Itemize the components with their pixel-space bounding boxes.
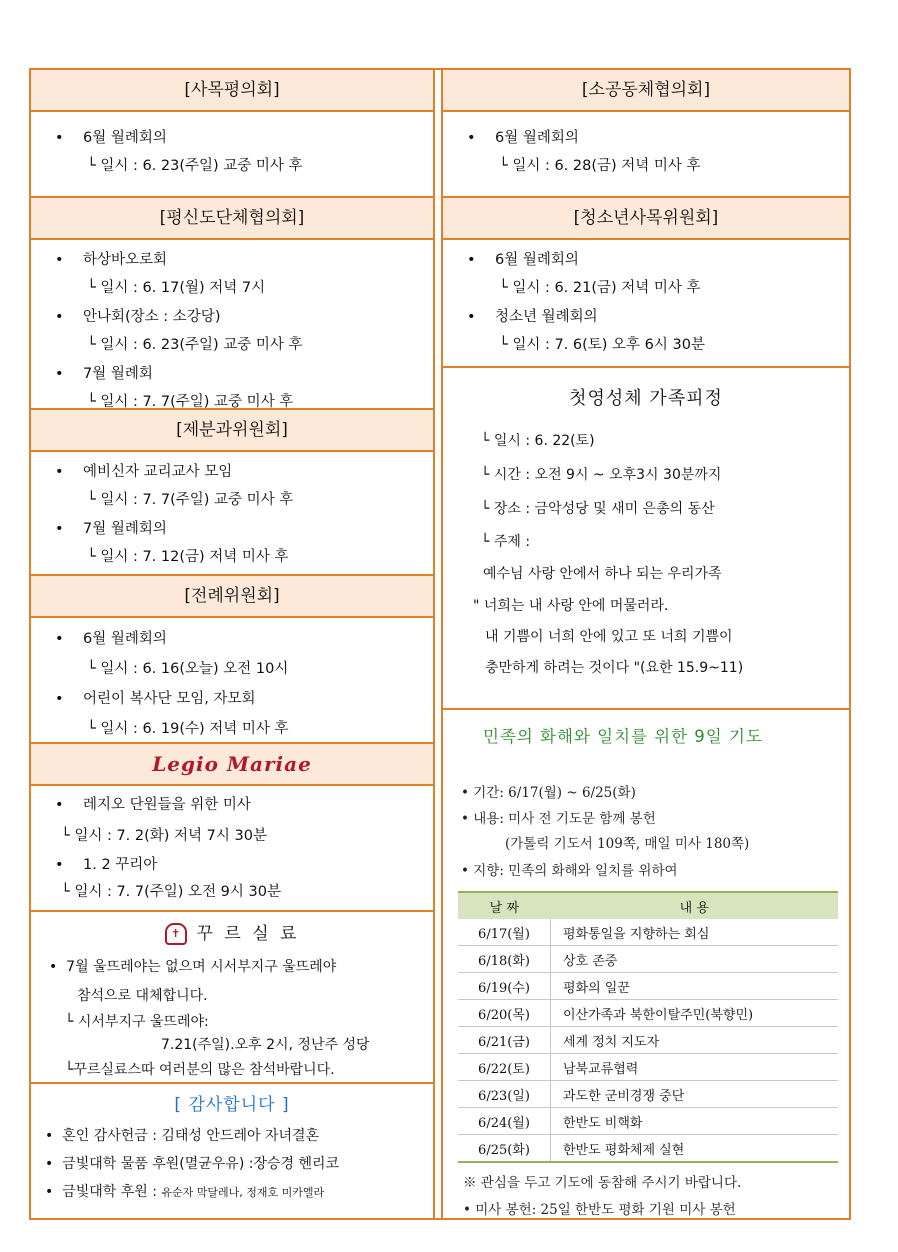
list-subitem: └ 일시 : 6. 23(주일) 교중 미사 후	[87, 337, 303, 353]
table-row: 6/20(목) 이산가족과 북한이탈주민(북향민)	[458, 1000, 838, 1027]
list-subitem: └ 일시 : 6. 23(주일) 교중 미사 후	[87, 158, 303, 174]
list-subitem: └ 일시 : 7. 12(금) 저녁 미사 후	[87, 549, 289, 565]
text-line: • 금빛대학 물품 후원(멸균우유) :장승경 헨리코	[45, 1156, 340, 1172]
table-row: 6/21(금) 세계 정치 지도자	[458, 1027, 838, 1054]
table-row: 6/23(일) 과도한 군비경쟁 중단	[458, 1081, 838, 1108]
section-legio-mariae	[31, 744, 433, 912]
section-nine-day-prayer	[443, 710, 849, 1218]
list-item: • 1. 2 꾸리아	[55, 857, 158, 873]
column-header-content: 내 용	[551, 892, 839, 919]
section-title: [ 감사합니다 ]	[174, 1095, 290, 1115]
list-subitem: └ 일시 : 7. 7(주일) 교중 미사 후	[87, 394, 294, 410]
text-line: └ 시간 : 오전 9시 ~ 오후3시 30분까지	[481, 467, 722, 483]
legio-mariae-logo: Legio Mariae	[31, 744, 433, 786]
list-subitem: └ 일시 : 6. 28(금) 저녁 미사 후	[499, 158, 701, 174]
text-line: • 금빛대학 후원 : 유순자 막달레나, 정재호 미카엘라	[45, 1184, 325, 1200]
text-line: └ 장소 : 금악성당 및 새미 은총의 동산	[481, 501, 715, 517]
list-item: • 어린이 복사단 모임, 자모회	[55, 691, 256, 707]
section-laity-council	[31, 198, 433, 410]
list-subitem: └ 일시 : 6. 21(금) 저녁 미사 후	[499, 280, 701, 296]
list-subitem: └ 일시 : 6. 19(수) 저녁 미사 후	[87, 721, 289, 737]
section-title: [소공동체협의회]	[443, 70, 849, 112]
section-pastoral-council	[31, 70, 433, 198]
list-item: • 7월 월례회	[55, 366, 153, 382]
column-header-date: 날 짜	[458, 892, 551, 919]
list-item: • 7월 월례회의	[55, 521, 167, 537]
text-line: • 미사 봉헌: 25일 한반도 평화 기원 미사 봉헌	[463, 1202, 736, 1218]
text-line: 예수님 사랑 안에서 하나 되는 우리가족	[483, 566, 722, 582]
section-title: [평신도단체협의회]	[31, 198, 433, 240]
prayer-schedule-table	[458, 891, 838, 1163]
left-column	[31, 70, 433, 1204]
list-item: • 6월 월례회의	[55, 631, 167, 647]
text-line: └ 시서부지구 울뜨레야:	[65, 1014, 209, 1030]
text-line: 참석으로 대체합니다.	[77, 988, 208, 1004]
text-line: 내 기쁨이 너희 안에 있고 또 너희 기쁨이	[485, 629, 733, 645]
table-row: 6/19(수) 평화의 일꾼	[458, 973, 838, 1000]
text-line: • 지향: 민족의 화해와 일치를 위하여	[461, 863, 678, 879]
section-liturgy	[31, 576, 433, 744]
text-line: • 기간: 6/17(월) ~ 6/25(화)	[461, 785, 636, 801]
right-column	[443, 70, 849, 1218]
text-line: " 너희는 내 사랑 안에 머물러라.	[473, 598, 669, 614]
table-header-row	[458, 892, 838, 919]
list-subitem: └ 일시 : 7. 7(주일) 교중 미사 후	[87, 492, 294, 508]
text-line: └꾸르실료스따 여러분의 많은 참석바랍니다.	[65, 1062, 335, 1078]
section-title: [사목평의회]	[31, 70, 433, 112]
section-title: 민족의 화해와 일치를 위한 9일 기도	[483, 727, 763, 746]
list-item: • 청소년 월례회의	[467, 309, 598, 325]
section-title: [청소년사목위원회]	[443, 198, 849, 240]
section-cursillo	[31, 912, 433, 1084]
table-row: 6/24(월) 한반도 비핵화	[458, 1108, 838, 1135]
text-line: 7.21(주일).오후 2시, 정난주 성당	[161, 1037, 370, 1053]
list-subitem: └ 일시 : 7. 2(화) 저녁 7시 30분	[61, 828, 267, 844]
list-subitem: └ 일시 : 6. 16(오늘) 오전 10시	[87, 661, 289, 677]
text-line: 충만하게 하려는 것이다 "(요한 15.9~11)	[485, 660, 744, 676]
list-item: • 레지오 단원들을 위한 미사	[55, 797, 251, 813]
section-thanks	[31, 1084, 433, 1204]
text-line: ※ 관심을 두고 기도에 동참해 주시기 바랍니다.	[463, 1175, 742, 1191]
list-item: • 6월 월례회의	[467, 252, 579, 268]
table-row: 6/17(월) 평화통일을 지향하는 회심	[458, 919, 838, 946]
text-line: • 내용: 미사 전 기도문 함께 봉헌	[461, 811, 656, 827]
list-item: • 하상바오로회	[55, 252, 168, 268]
list-subitem: └ 일시 : 6. 17(월) 저녁 7시	[87, 280, 266, 296]
column-divider	[433, 68, 443, 1220]
section-title: [전례위원회]	[31, 576, 433, 618]
text-line: (가톨릭 기도서 109쪽, 매일 미사 180쪽)	[505, 836, 750, 852]
text-line: • 혼인 감사헌금 : 김태성 안드레아 자녀결혼	[45, 1128, 320, 1144]
table-row: 6/22(토) 남북교류협력	[458, 1054, 838, 1081]
section-youth-ministry	[443, 198, 849, 368]
section-title: [제분과위원회]	[31, 410, 433, 452]
table-row: 6/25(화) 한반도 평화체제 실현	[458, 1135, 838, 1163]
section-first-communion-retreat	[443, 368, 849, 710]
section-small-community	[443, 70, 849, 198]
text-line: └ 일시 : 6. 22(토)	[481, 433, 595, 449]
cursillo-icon: ✝	[165, 923, 187, 945]
section-title: 꾸 르 실 료	[196, 924, 300, 944]
text-line: • 7월 울뜨레야는 없으며 시서부지구 울뜨레야	[49, 959, 337, 975]
text-line: └ 주제 :	[481, 534, 531, 550]
table-row: 6/18(화) 상호 존중	[458, 946, 838, 973]
section-title: 첫영성체 가족피정	[569, 388, 723, 409]
list-item: • 안나회(장소 : 소강당)	[55, 309, 221, 325]
list-subitem: └ 일시 : 7. 6(토) 오후 6시 30분	[499, 337, 705, 353]
list-item: • 6월 월례회의	[467, 130, 579, 146]
list-item: • 6월 월례회의	[55, 130, 167, 146]
section-committees	[31, 410, 433, 576]
list-subitem: └ 일시 : 7. 7(주일) 오전 9시 30분	[61, 884, 281, 900]
list-item: • 예비신자 교리교사 모임	[55, 464, 233, 480]
